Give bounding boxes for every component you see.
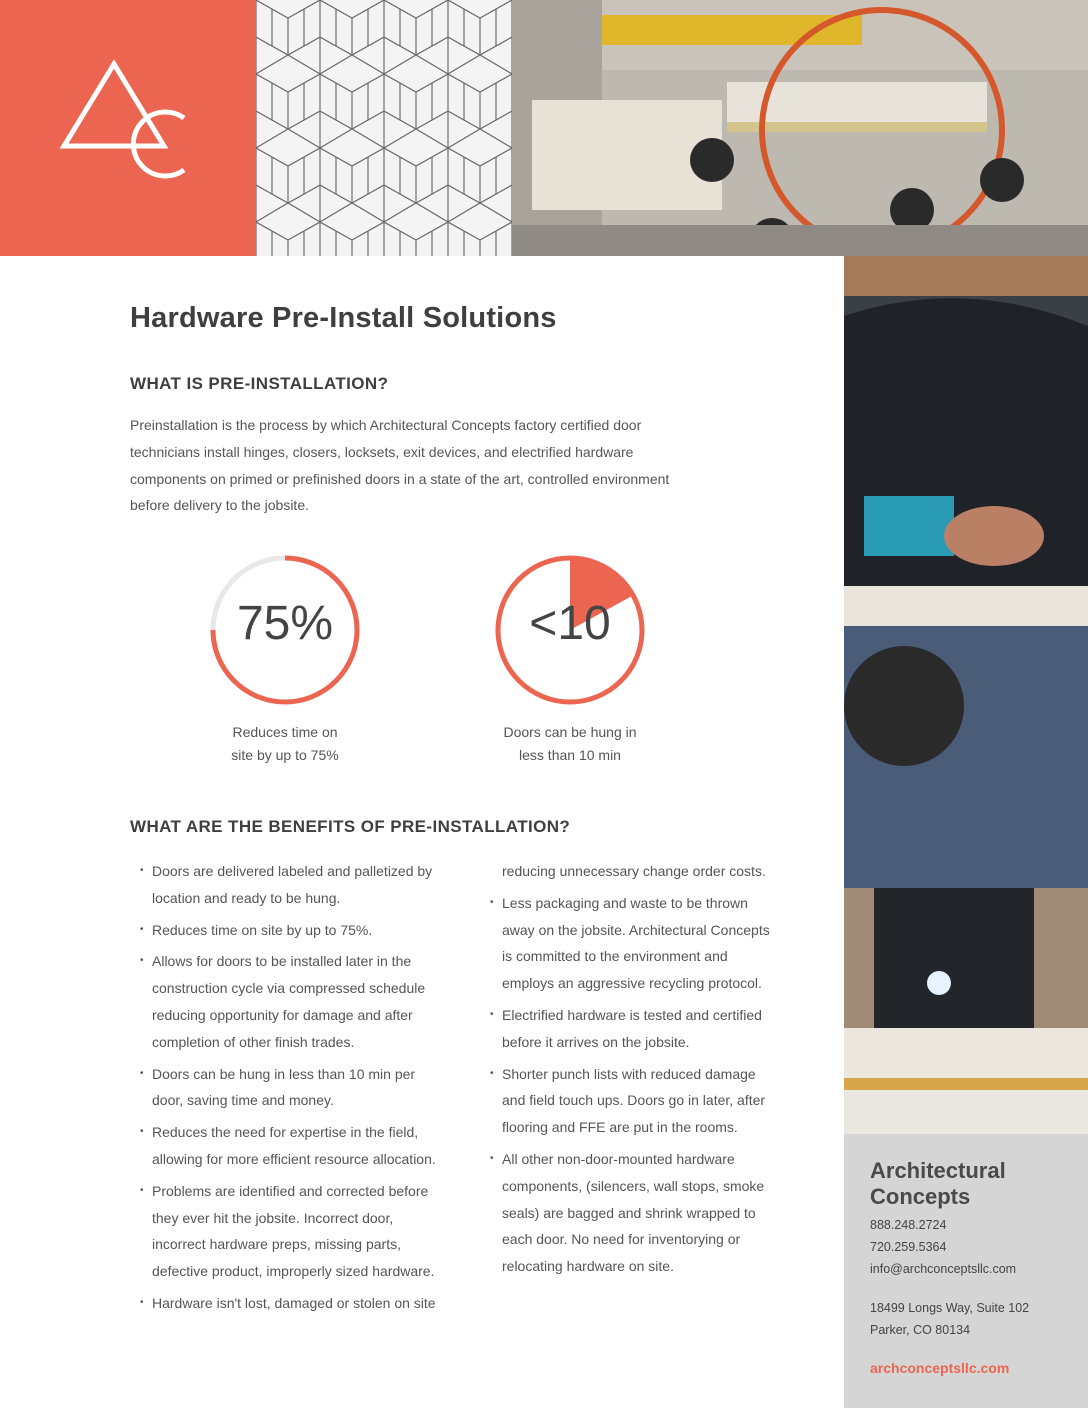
phone-1: 888.248.2724 — [870, 1218, 947, 1232]
list-item: • Electrified hardware is tested and certified before it arrives on the jobsite. — [490, 1002, 780, 1056]
list-item: • Problems are identified and corrected before they ever hit the jobsite. Incorrect door, incorrect hardware preps, missing parts, defective product, improperly sized hardware. — [140, 1178, 440, 1285]
list-item: • Shorter punch lists with reduced damage and field touch ups. Doors go in later, after flooring and FFE are put in the rooms. — [490, 1061, 780, 1141]
geometric-pattern — [256, 0, 512, 256]
phone-2: 720.259.5364 — [870, 1240, 947, 1254]
page-title: Hardware Pre-Install Solutions — [130, 302, 557, 334]
list-item: • Reduces the need for expertise in the field, allowing for more efficient resource allocation. — [140, 1119, 440, 1173]
technician-drilling-photo — [844, 256, 1088, 888]
stat-caption: Reduces time on site by up to 75% — [231, 724, 339, 763]
list-item: • Doors can be hung in less than 10 min per door, saving time and money. — [140, 1061, 440, 1115]
list-item: • All other non-door-mounted hardware components, (silencers, wall stops, smoke seals) are bagged and shrink wrapped to each door. No need for inventorying or relocating hardware on site. — [490, 1146, 780, 1280]
stat-caption: Doors can be hung in less than 10 min — [503, 724, 637, 763]
company-name: Architectural Concepts — [870, 1158, 1006, 1209]
benefits-column-2 — [490, 858, 780, 1285]
list-item: • Reduces time on site by up to 75%. — [140, 917, 440, 944]
list-item: • Allows for doors to be installed later in the construction cycle via compressed schedule reducing opportunity for damage and after completion of other finish trades. — [140, 948, 440, 1055]
list-item: • Doors are delivered labeled and palletized by location and ready to be hung. — [140, 858, 440, 912]
address-line-2: Parker, CO 80134 — [870, 1323, 971, 1337]
email-link[interactable]: info@archconceptsllc.com — [870, 1262, 1017, 1276]
logo-block — [0, 0, 256, 256]
list-item: • Less packaging and waste to be thrown away on the jobsite. Architectural Concepts is committed to the environment and employs an aggressive recycling protocol. — [490, 890, 780, 997]
stat-time-reduction — [185, 553, 385, 767]
list-item: reducing unnecessary change order costs. — [502, 863, 766, 879]
benefits-list — [140, 858, 800, 1318]
ac-monogram-logo-icon — [0, 0, 256, 256]
factory-cart-photo — [512, 0, 1088, 256]
technician-working-photo — [844, 888, 1088, 1134]
stat-value: 75% — [236, 597, 334, 650]
benefits-column-1 — [140, 858, 440, 1322]
intro-paragraph: Preinstallation is the process by which Architectural Concepts factory certified door technicians install hinges, closers, locksets, exit devices, and electrified hardware components on primed or prefinished doors in a state of the art, controlled environment before delivery to the jobsite. — [130, 417, 670, 514]
section-heading-what-is: WHAT IS PRE-INSTALLATION? — [130, 374, 389, 393]
list-item: • Hardware isn't lost, damaged or stolen on site — [140, 1290, 440, 1317]
section-heading-benefits: WHAT ARE THE BENEFITS OF PRE-INSTALLATION? — [130, 817, 571, 836]
stat-value: <10 — [529, 597, 611, 650]
address-line-1: 18499 Longs Way, Suite 102 — [870, 1301, 1030, 1315]
stat-hang-time — [470, 553, 670, 767]
website-link[interactable]: archconceptsllc.com — [870, 1360, 1010, 1376]
